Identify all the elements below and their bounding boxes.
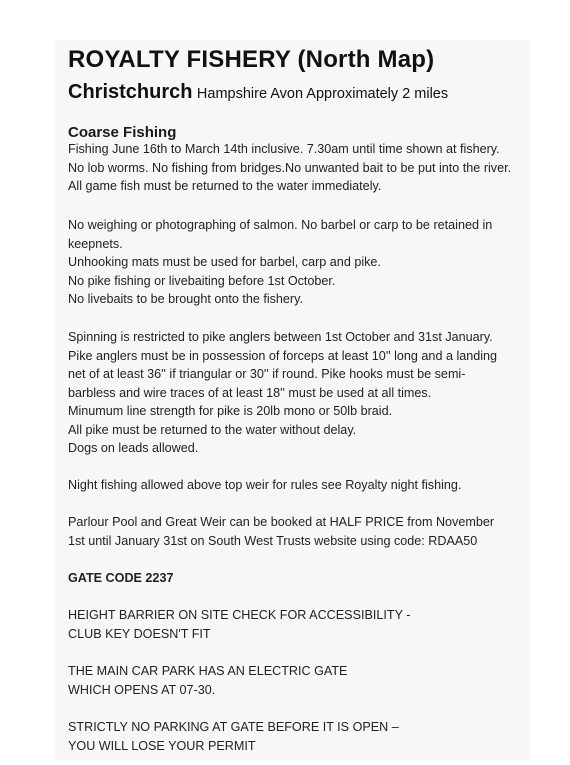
text-line: CLUB KEY DOESN'T FIT — [68, 626, 211, 641]
text-line: HEIGHT BARRIER ON SITE CHECK FOR ACCESSIBILITY - — [68, 608, 411, 622]
text-line: No lob worms. No fishing from bridges.No unwanted bait to be put into the river. — [68, 160, 512, 175]
text-line: All game fish must be returned to the water immediately. — [68, 179, 382, 193]
subtitle-location: Hampshire Avon Approximately 2 miles — [196, 86, 449, 102]
paragraph-booking-offer — [68, 513, 494, 550]
paragraph-parking-warning — [68, 718, 399, 755]
text-line: STRICTLY NO PARKING AT GATE BEFORE IT IS OPEN – — [68, 720, 399, 734]
text-line: THE MAIN CAR PARK HAS AN ELECTRIC GATE — [68, 664, 348, 678]
text-line: Minumum line strength for pike is 20lb mono or 50lb braid. — [68, 404, 393, 418]
text-line: keepnets. — [68, 236, 123, 251]
document-subtitle — [68, 81, 448, 104]
text-line: YOU WILL LOSE YOUR PERMIT — [68, 738, 256, 753]
paragraph-car-park-gate — [68, 662, 347, 699]
text-line: GATE CODE 2237 — [68, 571, 174, 585]
text-line: Dogs on leads allowed. — [68, 441, 199, 455]
text-line: barbless and wire traces of at least 18'' must be used at all times. — [68, 385, 432, 400]
text-line: 1st until January 31st on South West Trusts website using code: RDAA50 — [68, 533, 478, 548]
text-line: No pike fishing or livebaiting before 1st October. — [68, 273, 336, 288]
paragraph-height-barrier — [68, 606, 410, 643]
subtitle-city: Christchurch — [68, 81, 193, 103]
paragraph-opening-times — [68, 140, 511, 196]
text-line: Parlour Pool and Great Weir can be booked at HALF PRICE from November — [68, 515, 495, 529]
text-line: WHICH OPENS AT 07-30. — [68, 682, 216, 697]
text-line: net of at least 36'' if triangular or 30'' if round. Pike hooks must be semi- — [68, 367, 466, 381]
text-line: Fishing June 16th to March 14th inclusive. 7.30am until time shown at fishery. — [68, 142, 500, 156]
text-line: Night fishing allowed above top weir for rules see Royalty night fishing. — [68, 478, 462, 492]
paragraph-salmon-rules — [68, 216, 492, 309]
text-line: Spinning is restricted to pike anglers between 1st October and 31st January. — [68, 330, 493, 344]
text-line: Pike anglers must be in possession of forceps at least 10'' long and a landing — [68, 348, 498, 363]
text-line: Unhooking mats must be used for barbel, carp and pike. — [68, 255, 381, 269]
paragraph-pike-rules — [68, 328, 497, 458]
text-line: No livebaits to be brought onto the fishery. — [68, 292, 303, 306]
document-title: ROYALTY FISHERY (North Map) — [68, 46, 435, 73]
paragraph-night-fishing — [68, 476, 461, 495]
gate-code — [68, 569, 173, 588]
text-line: No weighing or photographing of salmon. No barbel or carp to be retained in — [68, 218, 493, 232]
text-line: All pike must be returned to the water without delay. — [68, 422, 357, 437]
section-heading: Coarse Fishing — [68, 124, 177, 141]
